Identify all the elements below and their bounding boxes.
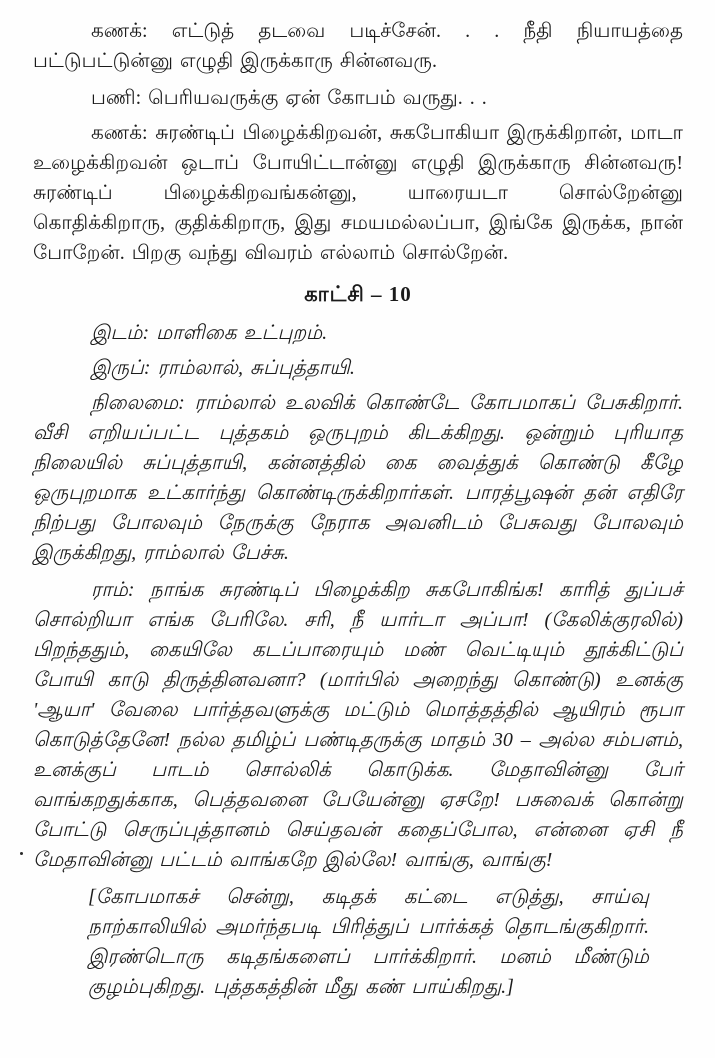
dialogue-kanak-1: கணக்: எட்டுத் தடவை படிச்சேன். . . நீதி நியாயத்தை பட்டுபட்டுன்னு எழுதி இருக்காரு சின்னவரு. — [33, 20, 683, 72]
scene-heading: காட்சி – 10 — [304, 282, 412, 306]
dialogue-kanak-2: கணக்: சுரண்டிப் பிழைக்கிறவன், சுகபோகியா இருக்கிறான், மாடா உழைக்கிறவன் ஒடாப் போயிட்டான்னு எழுதி இருக்காரு சின்னவரு! சுரண்டிப் பிழைக்கிறவங்கன்னு, யாரையடா சொல்றேன்னு கொதிக்கிறாரு, குதிக்கிறாரு, இது சமயமல்லப்பா, இங்கே இருக்க, நான் போறேன். பிறகு வந்து விவரம் எல்லாம் சொல்றேன். — [33, 122, 683, 264]
scene-situation: நிலைமை: ராம்லால் உலவிக் கொண்டே கோபமாகப் பேசுகிறார். வீசி எறியப்பட்ட புத்தகம் ஒருபுறம் கிடக்கிறது. ஒன்றும் புரியாத நிலையில் சுப்புத்தாயி, கன்னத்தில் கை வைத்துக் கொண்டு கீழே ஒருபுறமாக உட்கார்ந்து கொண்டிருக்கிறார்கள். பாரத்பூஷன் தன் எதிரே நிற்பது போலவும் நேருக்கு நேராக அவனிடம் பேசுவது போலவும் இருக்கிறது, ராம்லால் பேச்சு. — [33, 392, 683, 564]
dialogue-ram: ராம்: நாங்க சுரண்டிப் பிழைக்கிற சுகபோகிங்க! காரித் துப்பச் சொல்றியா எங்க பேரிலே. சரி, நீ யார்டா அப்பா! (கேலிக்குரலில்) பிறந்ததும், கையிலே கடப்பாரையும் மண் வெட்டியும் தூக்கிட்டுப் போயி காடு திருத்தினவனா? (மார்பில் அறைந்து கொண்டு) உனக்கு 'ஆயா' வேலை பார்த்தவளுக்கு மட்டும் மொத்தத்தில் ஆயிரம் ரூபா கொடுத்தேனே! நல்ல தமிழ்ப் பண்டிதருக்கு மாதம் 30 – அல்ல சம்பளம், உனக்குப் பாடம் சொல்லிக் கொடுக்க. மேதாவின்னு பேர் வாங்கறதுக்காக, பெத்தவனை பேயேன்னு ஏசறே! பசுவைக் கொன்று போட்டு செருப்புத்தானம் செய்தவன் கதைப்போல, என்னை ஏசி நீ மேதாவின்னு பட்டம் வாங்கறே இல்லே! வாங்கு, வாங்கு! — [33, 579, 683, 871]
stage-direction: [கோபமாகச் சென்று, கடிதக் கட்டை எடுத்து, சாய்வு நாற்காலியில் அமர்ந்தபடி பிரித்துப் பார்க்கத் தொடங்குகிறார். இரண்டொரு கடிதங்களைப் பார்க்கிறார். மனம் மீண்டும் குழம்புகிறது. புத்தகத்தின் மீது கண் பாய்கிறது.] — [88, 886, 649, 998]
scan-speck — [20, 852, 23, 855]
dialogue-pani: பணி: பெரியவருக்கு ஏன் கோபம் வருது. . . — [91, 87, 487, 109]
scene-location: இடம்: மாளிகை உட்புறம். — [91, 322, 328, 344]
scene-characters: இருப்: ராம்லால், சுப்புத்தாயி. — [91, 357, 355, 379]
